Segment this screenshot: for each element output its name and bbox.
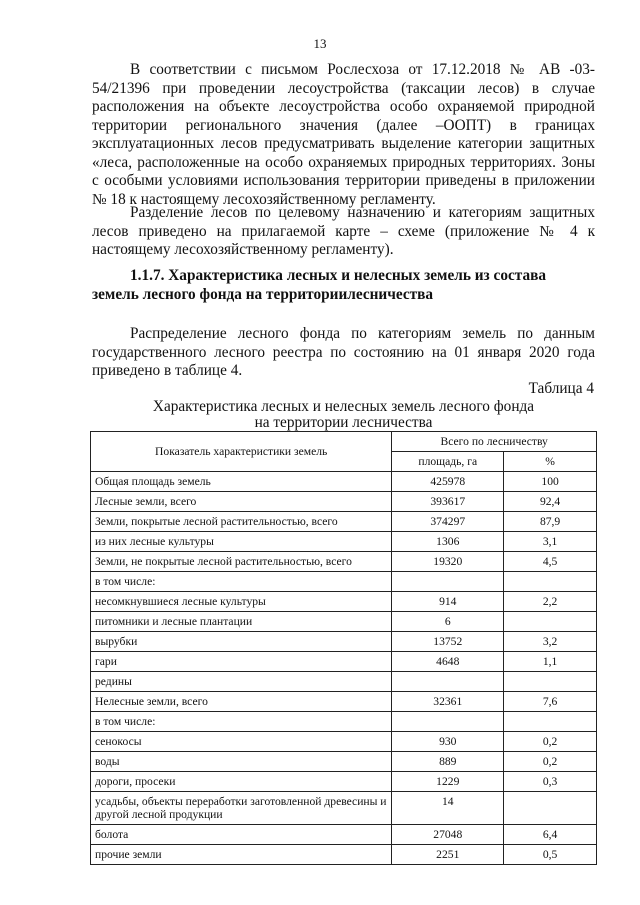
row-area [392,672,504,692]
table-row [91,712,597,732]
row-area [392,712,504,732]
row-percent: 1,1 [504,652,597,672]
row-area: 32361 [392,692,504,712]
land-characteristics-table [90,431,597,865]
table-body [91,472,597,865]
row-label: вырубки [91,632,392,652]
row-label: Общая площадь земель [91,472,392,492]
row-percent: 2,2 [504,592,597,612]
row-percent: 100 [504,472,597,492]
row-label: гари [91,652,392,672]
row-area: 27048 [392,825,504,845]
row-percent: 7,6 [504,692,597,712]
row-label: Земли, покрытые лесной растительностью, всего [91,512,392,532]
row-area: 13752 [392,632,504,652]
row-label: дороги, просеки [91,772,392,792]
row-percent [504,792,597,825]
row-area: 889 [392,752,504,772]
row-percent: 3,2 [504,632,597,652]
table-row [91,632,597,652]
row-label: воды [91,752,392,772]
row-label: болота [91,825,392,845]
table-row [91,825,597,845]
row-area: 14 [392,792,504,825]
table-row [91,492,597,512]
row-percent [504,572,597,592]
row-area: 4648 [392,652,504,672]
table-label: Таблица 4 [528,380,594,397]
table-row [91,845,597,865]
row-label: несомкнувшиеся лесные культуры [91,592,392,612]
paragraph-forest-division: Разделение лесов по целевому назначению и категориям защитных лесов приведено на прилагаемой карте – схеме (приложение № 4 к настоящему лесохозяйственному регламенту). [92,204,595,258]
row-label: в том числе: [91,572,392,592]
row-area: 2251 [392,845,504,865]
row-label: усадьбы, объекты переработки заготовленной древесины и другой лесной продукции [91,792,392,825]
table-row [91,792,597,825]
table-row [91,572,597,592]
row-area: 930 [392,732,504,752]
row-percent: 0,2 [504,732,597,752]
table-caption-line2: на территории лесничества [254,414,433,431]
row-label: Нелесные земли, всего [91,692,392,712]
row-label: Земли, не покрытые лесной растительностью, всего [91,552,392,572]
row-percent: 0,3 [504,772,597,792]
row-label: в том числе: [91,712,392,732]
row-label: прочие земли [91,845,392,865]
row-area [392,572,504,592]
table-caption-line1: Характеристика лесных и нелесных земель лесного фонда [152,398,535,415]
row-area: 393617 [392,492,504,512]
page-number: 13 [313,36,327,51]
row-label: сенокосы [91,732,392,752]
table-row [91,612,597,632]
header-indicator: Показатель характеристики земель [91,432,392,472]
header-total: Всего по лесничеству [392,432,597,452]
row-percent: 0,5 [504,845,597,865]
table-row [91,512,597,532]
section-heading: 1.1.7. Характеристика лесных и нелесных земель из состава земель лесного фонда на территориилесничества [92,267,547,303]
table-row [91,532,597,552]
header-percent: % [504,452,597,472]
row-percent: 3,1 [504,532,597,552]
row-percent: 4,5 [504,552,597,572]
table-row [91,592,597,612]
table-row [91,472,597,492]
row-percent [504,612,597,632]
table-row [91,692,597,712]
row-area: 6 [392,612,504,632]
row-area: 374297 [392,512,504,532]
row-area: 425978 [392,472,504,492]
row-percent: 87,9 [504,512,597,532]
table-row [91,732,597,752]
row-percent: 92,4 [504,492,597,512]
row-percent: 6,4 [504,825,597,845]
row-label: питомники и лесные плантации [91,612,392,632]
row-area: 914 [392,592,504,612]
paragraph-roslesnhoz-letter: В соответствии с письмом Рослесхоза от 17.12.2018 № АВ -03-54/21396 при проведении лесоустройства (таксации лесов) в случае расположения на объекте лесоустройства особо охраняемой природной территории регионального значения (далее –ООПТ) в границах эксплуатационных лесов предусматривать выделение категории защитных «леса, расположенные на особо охраняемых природных территориях. Зоны с особыми условиями использования территории приведены в приложении № 18 к настоящему лесохозяйственному регламенту. [92,61,595,208]
table-row [91,752,597,772]
table-row [91,672,597,692]
table-row [91,552,597,572]
row-percent [504,672,597,692]
row-area: 19320 [392,552,504,572]
row-label: Лесные земли, всего [91,492,392,512]
row-area: 1229 [392,772,504,792]
row-area: 1306 [392,532,504,552]
row-percent: 0,2 [504,752,597,772]
row-label: редины [91,672,392,692]
header-area: площадь, га [392,452,504,472]
table-row [91,772,597,792]
table-row [91,652,597,672]
row-label: из них лесные культуры [91,532,392,552]
row-percent [504,712,597,732]
paragraph-distribution: Распределение лесного фонда по категориям земель по данным государственного лесного реестра по состоянию на 01 января 2020 года приведено в таблице 4. [92,325,595,379]
